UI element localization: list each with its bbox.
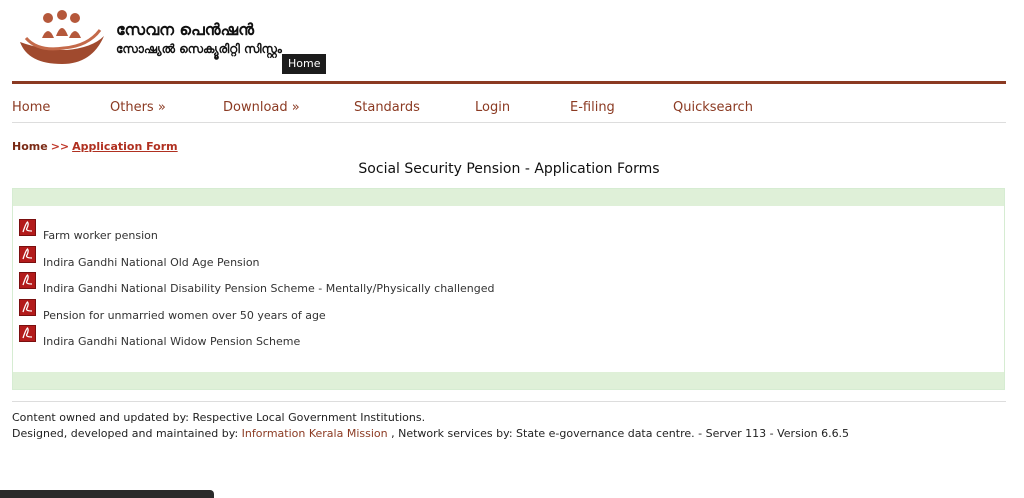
logo-icon[interactable] [18, 8, 106, 66]
footer-credits-prefix: Designed, developed and maintained by: [12, 427, 242, 440]
main-nav [12, 96, 1006, 123]
site-header [0, 0, 1024, 82]
panel-header [13, 189, 1004, 206]
nav-download[interactable]: Download » [223, 100, 300, 115]
breadcrumb-current[interactable]: Application Form [72, 140, 178, 153]
form-link[interactable]: Farm worker pension [43, 229, 158, 242]
ikm-link[interactable]: Information Kerala Mission [241, 427, 388, 440]
nav-others[interactable]: Others » [110, 100, 166, 115]
site-subtitle: സോഷ്യൽ സെക്യൂരിറ്റി സിസ്റ്റം [116, 42, 282, 56]
pdf-icon[interactable] [19, 272, 36, 289]
panel-footer [13, 372, 1004, 389]
nav-efiling[interactable]: E-filing [570, 100, 615, 115]
footer-credits-suffix: , Network services by: State e-governance data centre. - Server 113 - Version 6.6.5 [387, 427, 850, 440]
form-link[interactable]: Indira Gandhi National Old Age Pension [43, 255, 260, 269]
pdf-icon[interactable] [19, 219, 36, 236]
footer-ownership: Content owned and updated by: Respective Local Government Institutions. [12, 411, 426, 424]
site-title: സേവന പെൻഷൻ [116, 20, 255, 39]
nav-standards[interactable]: Standards [354, 100, 420, 115]
breadcrumb-home[interactable]: Home [12, 140, 48, 153]
footer-credits [12, 427, 849, 440]
pdf-icon[interactable] [19, 299, 36, 316]
pdf-icon[interactable] [19, 246, 36, 263]
nav-quicksearch[interactable]: Quicksearch [673, 100, 753, 115]
pdf-icon[interactable] [19, 325, 36, 342]
form-link[interactable]: Pension for unmarried women over 50 years of age [43, 308, 326, 322]
nav-login[interactable]: Login [475, 100, 511, 115]
form-link[interactable]: Indira Gandhi National Widow Pension Scheme [43, 335, 301, 348]
nav-home[interactable]: Home [12, 100, 51, 115]
bottom-status-bar [0, 490, 214, 498]
forms-panel [12, 188, 1005, 390]
header-divider [12, 81, 1006, 84]
breadcrumb-separator: >> [50, 140, 70, 153]
breadcrumb [12, 140, 178, 153]
form-link[interactable]: Indira Gandhi National Disability Pension Scheme - Mentally/Physically challenged [43, 282, 495, 295]
footer-divider [12, 401, 1006, 402]
page-title: Social Security Pension - Application Forms [358, 161, 660, 177]
home-tooltip: Home [282, 54, 326, 74]
